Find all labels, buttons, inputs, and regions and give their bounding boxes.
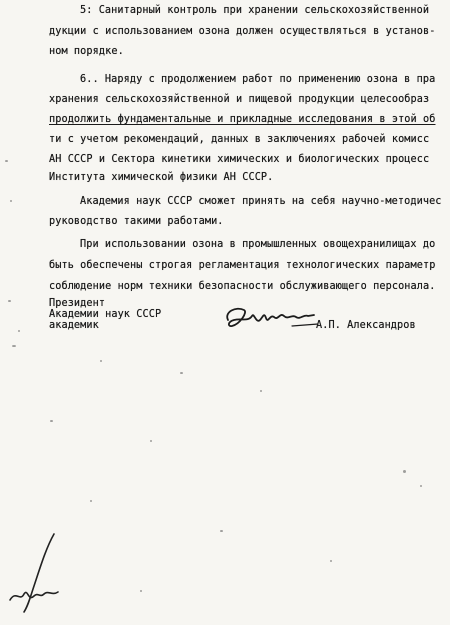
scan-speck — [420, 485, 422, 487]
margin-initials — [6, 528, 70, 620]
p7-line-1: Академия наук СССР сможет принять на себя научно-методичес — [80, 196, 442, 207]
signer-name: А.П. Александров — [316, 320, 416, 331]
p5-line-2: дукции с использованием озона должен осуществляться в установ- — [49, 26, 436, 37]
p6-line-2: хранения сельскохозяйственной и пищевой продукции целесообраз — [49, 94, 430, 105]
p5-line-1: 5: Санитарный контроль при хранении сельскохозяйственной — [80, 5, 430, 16]
scan-speck — [150, 440, 152, 442]
p8-line-1: При использовании озона в промышленных овощехранилищах до — [80, 239, 436, 250]
p7-line-2: руководство такими работами. — [49, 216, 224, 227]
p5-line-3: ном порядке. — [49, 46, 124, 57]
p6-line-4: ти с учетом рекомендаций, данных в заключениях рабочей комисс — [49, 134, 430, 145]
p6-line-5: АН СССР и Сектора кинетики химических и биологических процесс — [49, 154, 430, 165]
scan-speck — [180, 372, 183, 374]
signer-title-1: Президент — [49, 298, 106, 309]
scan-speck — [10, 200, 12, 202]
signer-title-3: академик — [49, 320, 99, 331]
scan-speck — [220, 530, 223, 532]
scan-speck — [90, 500, 92, 502]
scan-speck — [260, 390, 262, 392]
handwritten-signature — [222, 302, 322, 336]
scan-speck — [12, 345, 16, 347]
scan-speck — [140, 590, 142, 592]
scan-speck — [100, 360, 102, 362]
p6-line-1: 6.. Наряду с продолжением работ по применению озона в пра — [80, 74, 436, 85]
p6-line-3: продолжить фундаментальные и прикладные исследования в этой об — [49, 114, 436, 125]
scan-speck — [403, 470, 406, 473]
scan-speck — [50, 420, 53, 422]
scan-speck — [18, 330, 20, 332]
p8-line-3: соблюдение норм техники безопасности обслуживающего персонала. — [49, 281, 436, 292]
p8-line-2: быть обеспечены строгая регламентация технологических параметр — [49, 260, 436, 271]
signer-title-2: Академии наук СССР — [49, 309, 162, 320]
scan-speck — [5, 160, 8, 162]
p6-line-6: Института химической физики АН СССР. — [49, 172, 274, 183]
scan-speck — [8, 300, 11, 302]
scan-speck — [330, 560, 332, 562]
